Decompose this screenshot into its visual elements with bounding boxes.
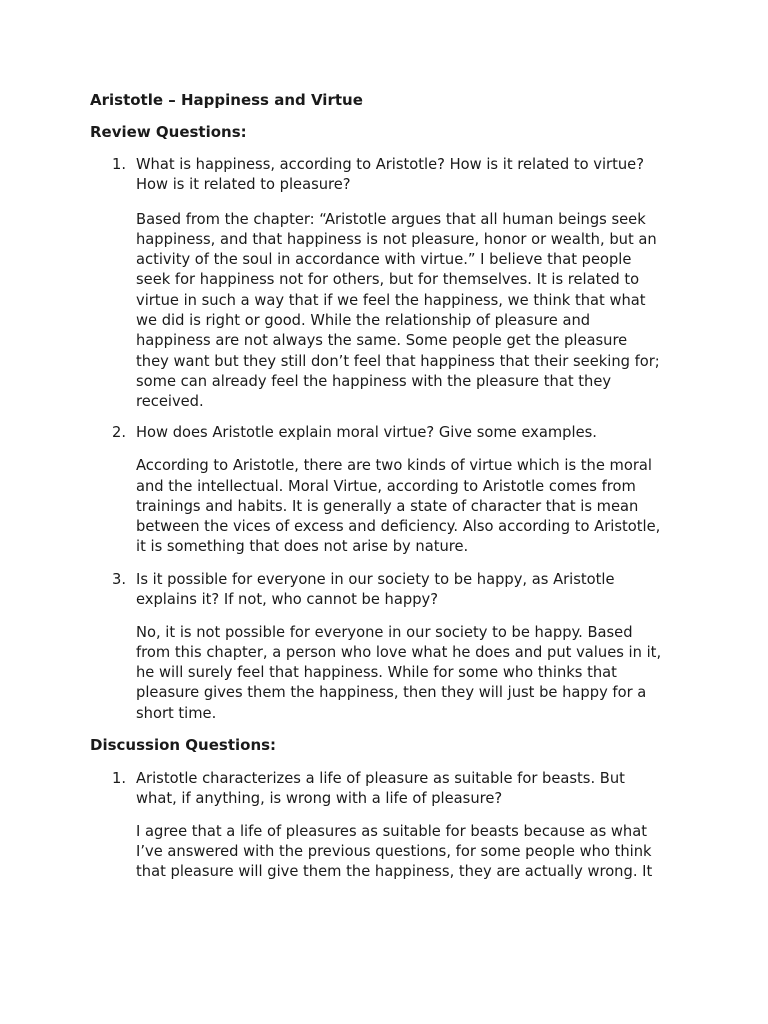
- question-number: 3.: [112, 571, 127, 588]
- question-text: Is it possible for everyone in our society to be happy, as Aristotle explains it? If not, who cannot be happy?: [136, 571, 615, 609]
- question-text: What is happiness, according to Aristotle? How is it related to virtue? How is it related to pleasure?: [136, 156, 644, 194]
- discussion-questions-heading: Discussion Questions:: [90, 736, 277, 754]
- question-number: 2.: [112, 424, 127, 441]
- answer-text: I agree that a life of pleasures as suitable for beasts because as what I’ve answered with the previous questions, for some people who think that pleasure will give them the happiness, they are actually wrong. It: [136, 822, 653, 881]
- answer-text: According to Aristotle, there are two kinds of virtue which is the moral and the intellectual. Moral Virtue, according to Aristotle comes from trainings and habits. It is generally a state of character that is mean between the vices of excess and deficiency. Also according to Aristotle, it is something that does not arise by nature.: [136, 457, 661, 556]
- discussion-question-1: [90, 769, 690, 882]
- review-question-3: [90, 570, 690, 724]
- question-text: How does Aristotle explain moral virtue? Give some examples.: [136, 424, 597, 441]
- document-title: Aristotle – Happiness and Virtue: [90, 91, 363, 109]
- answer-text: Based from the chapter: “Aristotle argues that all human beings seek happiness, and that happiness is not pleasure, honor or wealth, but an activity of the soul in accordance with virtue.” I believe that people seek for happiness not for others, but for themselves. It is related to virtue in such a way that if we feel the happiness, we think that what we did is right or good. While the relationship of pleasure and happiness are not always the same. Some people get the pleasure they want but they still don’t feel that happiness that their seeking for; some can already feel the happiness with the pleasure that they received.: [136, 210, 660, 411]
- review-questions-heading: Review Questions:: [90, 123, 247, 141]
- review-question-2: [90, 423, 690, 558]
- answer-text: No, it is not possible for everyone in our society to be happy. Based from this chapter, a person who love what he does and put values in it, he will surely feel that happiness. While for some who thinks that pleasure gives them the happiness, then they will just be happy for a short time.: [136, 623, 662, 722]
- review-question-1: [90, 155, 690, 413]
- question-number: 1.: [112, 770, 127, 787]
- question-text: Aristotle characterizes a life of pleasure as suitable for beasts. But what, if anything, is wrong with a life of pleasure?: [136, 770, 625, 808]
- question-number: 1.: [112, 156, 127, 173]
